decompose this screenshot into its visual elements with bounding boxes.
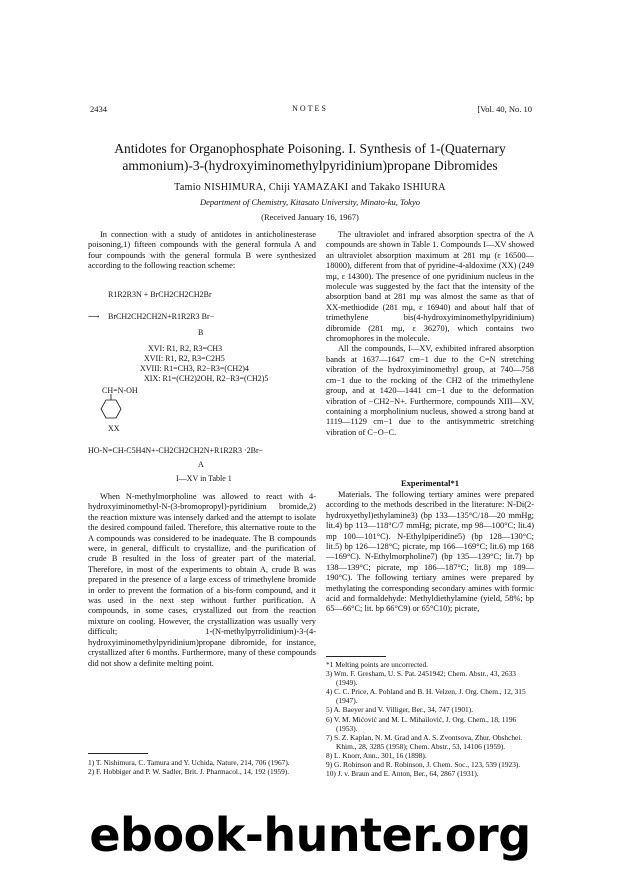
footnote-3: 3) Wm. F. Gresham, U. S. Pat. 2451942; Chem. Abstr., 43, 2633 (1949). — [326, 669, 516, 688]
article-affiliation: Department of Chemistry, Kitasato University, Minato-ku, Tokyo — [200, 197, 420, 207]
scheme-xvii: XVII: R1, R2, R3=C2H5 — [144, 354, 225, 363]
scheme-xix: XIX: R1=(CH2)2OH, R2−R3=(CH2)5 — [144, 374, 269, 383]
scheme-arrow-1: ⟶ — [88, 312, 100, 321]
watermark: ebook-hunter.org — [89, 808, 531, 862]
footnote-10: 10) J. v. Braun and E. Anton, Ber., 64, 2867 (1931). — [326, 769, 479, 779]
scheme-label-xx: XX — [108, 424, 120, 433]
scheme-label-a: A — [198, 460, 204, 469]
scheme-line-3: HO-N=CH-C5H4N+-CH2CH2CH2N+R1R2R3 ·2Br− — [88, 446, 264, 455]
article-title: Antidotes for Organophosphate Poisoning. I. Synthesis of 1-(Quaternary ammonium)-3-(hydroxyiminomethylpyridinium)propane Dibromides — [114, 141, 506, 173]
footnote-divider-left — [88, 753, 148, 754]
footnote-melting: *1 Melting points are uncorrected. — [326, 660, 429, 669]
uv-paragraph: The ultraviolet and infrared absorption spectra of the A compounds are shown in Table 1. Compounds I—XV showed an ultraviolet absorption maximum at 281 mμ (ε 16500—18000), different from that of pyridine-4-aldoxime (XX) (249 mμ, ε 14300). The presence of one pyridinium nucleus in the molecule was suggested by the fact that the intensity of the absorption band at 281 mμ was almost the same as that of XX-methiodide (281 mμ, ε 16940) and about half that of trimethylene bis(4-hydroxyiminomethylpyridinium) dibromide (281 mμ, ε 36270), which contains two chromophores in the molecule. — [326, 230, 534, 344]
footnote-8: 8) L. Knorr, Ann., 301, 16 (1898). — [326, 750, 427, 760]
footnote-4: 4) C. C. Price, A. Pohland and B. H. Velzen, J. Org. Chem., 12, 315 (1947). — [326, 687, 526, 706]
received-date: (Received January 16, 1967) — [261, 212, 359, 222]
page-number: 2434 — [90, 104, 107, 114]
footnotes-left — [88, 758, 316, 776]
footnotes-right — [326, 660, 534, 778]
footnote-divider-right — [326, 656, 386, 657]
running-head: NOTES — [292, 104, 328, 113]
intro-text: In connection with a study of antidotes in anticholinesterase poisoning,1) fifteen compounds with the general formula A and four compounds with the general formula B were synthesized according to the following reaction scheme: — [88, 230, 316, 271]
scheme-line-1: R1R2R3N + BrCH2CH2CH2Br — [108, 290, 212, 299]
footnote-9: 9) G. Robinson and R. Robinson, J. Chem. Soc., 123, 539 (1923). — [326, 760, 521, 770]
footnote-7: 7) S. Z. Kaplan, N. M. Grad and A. S. Zvontsova, Zhur. Obshchei. Khim., 28, 3285 (1958); Chem. Abstr., 53, 14106 (1959). — [326, 732, 523, 751]
article-authors: Tamio NISHIMURA, Chiji YAMAZAKI and Takako ISHIURA — [174, 182, 446, 193]
reaction-scheme — [88, 290, 316, 485]
footnote-6: 6) V. M. Mićović and M. L. Mihailović, J. Org. Chem., 18, 1196 (1953). — [326, 714, 517, 733]
footnote-2: 2) F. Hobbiger and P. W. Sadler, Brit. J. Pharmacol., 14, 192 (1959). — [88, 767, 290, 777]
materials-text: Materials. The following tertiary amines were prepared according to the methods described in the literature: N-Di(2-hydroxyethyl)ethylamine3) (bp 133—135°C/18—20 mmHg; lit.4) bp 113—118°C/7 mmHg; picrate, mp 98—100°C; lit.4) mp 100—101°C). N-Ethylpiperidine5) (bp 128—130°C; lit.5) bp 126—128°C; picrate, mp 166—169°C; lit.6) mp 168—169°C). N-Ethylmorpholine7) (bp 135—139°C; lit.7) bp 138—139°C; picrate, mp 186—187°C; lit.8) mp 189—190°C). The following tertiary amines were prepared by methylating the corresponding secondary amines with formic acid and formaldehyde: Methyldiethylamine (yield, 58%; bp 65—66°C; lit. bp 66°C9) or 65°C10); picrate, — [326, 490, 534, 614]
scheme-oxime: CH=N-OH — [102, 386, 138, 395]
scheme-line-2: BrCH2CH2CH2N+R1R2R3 Br− — [108, 312, 215, 321]
scheme-label-b: B — [198, 328, 204, 337]
materials-paragraph — [326, 490, 534, 615]
intro-paragraph — [88, 230, 316, 272]
experimental-heading: Experimental*1 — [400, 478, 460, 488]
scheme-xvi: XVI: R1, R2, R3=CH3 — [148, 344, 223, 353]
footnote-5: 5) A. Baeyer and V. Villiger, Ber., 34, 747 (1901). — [326, 705, 474, 715]
discussion-text: When N-methylmorpholine was allowed to react with 4-hydroxyiminomethyl-N-(3-bromopropyl)-pyridinium bromide,2) the reaction mixture was intensely darked and the attempt to isolate the desired compound failed. Therefore, this alternative route to the A compounds was considered to be inadequate. The B compounds were, in general, difficult to crystallize, and the purification of crude B resulted in the loss of greater part of the material. Therefore, in most of the experiments to obtain A, crude B was prepared in the presence of a large excess of trimethylene bromide in order to prevent the formation of a bis-form compound, and it was used in the next step without further purification. A compounds, in some cases, crystallized out from the reaction mixture on cooling. However, the crystallization was usually very difficult; 1-(N-methylpyrrolidinium)-3-(4-hydroxyiminomethylpyridinium)propane dibromide, for instance, crystallized after 6 months. Furthermore, many of these compounds did not show a definite melting point. — [88, 492, 316, 668]
discussion-paragraph — [88, 492, 316, 669]
ir-paragraph: All the compounds, I—XV, exhibited infrared absorption bands at 1637—1647 cm−1 due to the C=N stretching vibration of the hydroxyiminomethyl group, at 740—758 cm−1 due to the rocking of the CH2 of the trimethylene group, and at 1420—1441 cm−1 due to the deformation vibration of −CH2−N+. Furthermore, compounds XIII—XV, containing a morpholinium nucleus, showed a strong band at 1119—1129 cm−1 due to the antisymmetric stretching vibration of C−O−C. — [326, 344, 534, 437]
scheme-xviii: XVIII: R1=CH3, R2−R3=(CH2)4 — [140, 364, 249, 373]
footnote-1: 1) T. Nishimura, C. Tamura and Y. Uchida, Nature, 214, 706 (1967). — [88, 758, 290, 767]
spectra-section — [326, 230, 534, 438]
scheme-caption: I—XV in Table 1 — [176, 474, 232, 483]
volume-number: [Vol. 40, No. 10 — [477, 104, 532, 114]
